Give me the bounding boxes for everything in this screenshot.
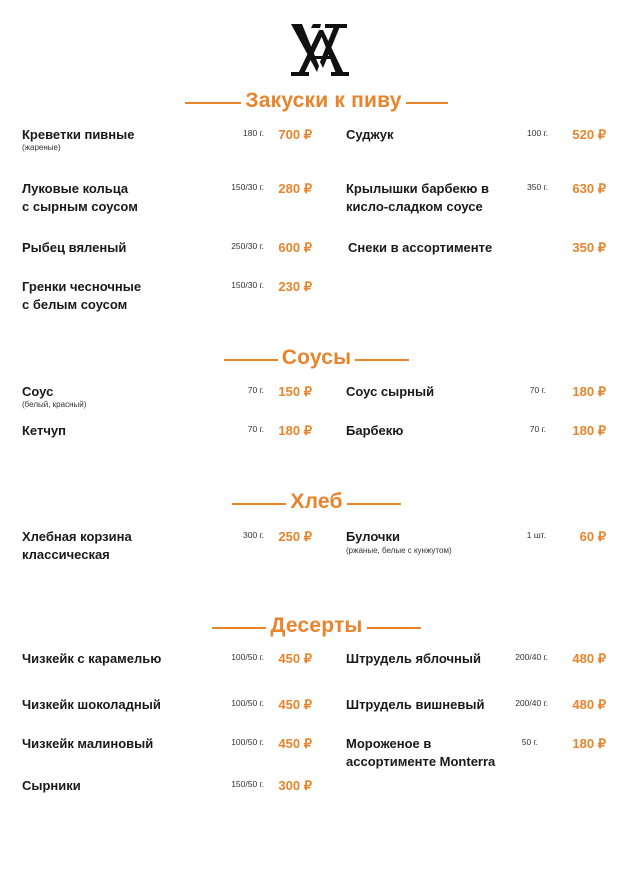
item-name: Рыбец вяленый bbox=[22, 240, 127, 255]
item-weight: 300 г. bbox=[243, 530, 264, 540]
menu-item bbox=[346, 650, 606, 690]
item-name: Соус сырный bbox=[346, 384, 435, 399]
title-rule-left bbox=[185, 102, 241, 104]
menu-item bbox=[22, 650, 312, 690]
item-price: 180 ₽ bbox=[572, 384, 606, 399]
item-weight: 50 г. bbox=[521, 737, 538, 747]
item-price: 450 ₽ bbox=[278, 651, 312, 666]
item-price: 180 ₽ bbox=[572, 736, 606, 751]
item-weight: 70 г. bbox=[529, 385, 546, 395]
item-weight: 250/30 г. bbox=[231, 241, 264, 251]
item-weight: 200/40 г. bbox=[515, 698, 548, 708]
item-name: Чизкейк шоколадный bbox=[22, 697, 161, 712]
item-price: 300 ₽ bbox=[278, 778, 312, 793]
item-weight: 100 г. bbox=[527, 128, 548, 138]
section-title-text: Закуски к пиву bbox=[245, 89, 402, 112]
menu-item bbox=[346, 528, 606, 568]
menu-item bbox=[346, 696, 606, 736]
menu-item bbox=[22, 422, 312, 462]
item-weight: 350 г. bbox=[527, 182, 548, 192]
item-weight: 200/40 г. bbox=[515, 652, 548, 662]
item-name: Штрудель яблочный bbox=[346, 651, 481, 666]
item-price: 250 ₽ bbox=[278, 529, 312, 544]
item-name: Гренки чесночные с белым соусом bbox=[22, 279, 142, 312]
menu-item bbox=[22, 696, 312, 736]
item-weight: 70 г. bbox=[247, 424, 264, 434]
section-title-bread bbox=[0, 490, 633, 514]
item-name: Суджук bbox=[346, 127, 394, 142]
item-name: Барбекю bbox=[346, 423, 404, 438]
item-note: (белый, красный) bbox=[22, 400, 87, 409]
item-name: Мороженое в ассортименте Monterra bbox=[346, 736, 496, 769]
item-weight: 1 шт. bbox=[526, 530, 546, 540]
item-name: Кетчуп bbox=[22, 423, 66, 438]
section-title-text: Соусы bbox=[281, 346, 352, 369]
menu-item bbox=[22, 126, 312, 166]
restaurant-logo-icon bbox=[289, 20, 349, 80]
menu-item bbox=[346, 383, 606, 423]
menu-item bbox=[346, 422, 606, 462]
item-weight: 150/30 г. bbox=[231, 182, 264, 192]
item-price: 280 ₽ bbox=[278, 181, 312, 196]
menu-item bbox=[22, 278, 312, 318]
item-price: 60 ₽ bbox=[579, 529, 606, 544]
item-weight: 150/50 г. bbox=[231, 779, 264, 789]
item-price: 230 ₽ bbox=[278, 279, 312, 294]
menu-item bbox=[22, 383, 312, 423]
title-rule-left bbox=[212, 627, 266, 629]
title-rule-right bbox=[347, 503, 401, 505]
item-weight: 150/30 г. bbox=[231, 280, 264, 290]
title-rule-right bbox=[367, 627, 421, 629]
menu-item bbox=[346, 180, 606, 220]
title-rule-right bbox=[406, 102, 448, 104]
item-price: 150 ₽ bbox=[278, 384, 312, 399]
item-price: 520 ₽ bbox=[572, 127, 606, 142]
menu-item bbox=[22, 180, 312, 220]
title-rule-right bbox=[355, 359, 409, 361]
item-price: 700 ₽ bbox=[278, 127, 312, 142]
item-weight: 180 г. bbox=[243, 128, 264, 138]
item-price: 180 ₽ bbox=[278, 423, 312, 438]
item-name: Булочки bbox=[346, 529, 400, 544]
item-name: Хлебная корзина классическая bbox=[22, 529, 132, 562]
menu-item bbox=[346, 735, 606, 775]
item-price: 630 ₽ bbox=[572, 181, 606, 196]
section-title-snacks bbox=[0, 89, 633, 113]
item-price: 450 ₽ bbox=[278, 697, 312, 712]
item-price: 600 ₽ bbox=[278, 240, 312, 255]
item-name: Штрудель вишневый bbox=[346, 697, 485, 712]
item-weight: 100/50 г. bbox=[231, 652, 264, 662]
section-title-sauces bbox=[0, 346, 633, 370]
item-name: Креветки пивные bbox=[22, 127, 135, 142]
item-name: Луковые кольца с сырным соусом bbox=[22, 181, 138, 214]
item-price: 450 ₽ bbox=[278, 736, 312, 751]
item-note: (жареные) bbox=[22, 143, 61, 152]
item-weight: 100/50 г. bbox=[231, 698, 264, 708]
item-price: 480 ₽ bbox=[572, 651, 606, 666]
item-name: Соус bbox=[22, 384, 54, 399]
menu-item bbox=[22, 777, 312, 817]
item-weight: 100/50 г. bbox=[231, 737, 264, 747]
item-weight: 70 г. bbox=[247, 385, 264, 395]
item-name: Снеки в ассортименте bbox=[348, 240, 493, 255]
item-name: Сырники bbox=[22, 778, 81, 793]
menu-item bbox=[346, 126, 606, 166]
menu-item bbox=[348, 239, 606, 279]
section-title-desserts bbox=[0, 614, 633, 638]
item-note: (ржаные, белые с кунжутом) bbox=[346, 546, 452, 555]
item-price: 480 ₽ bbox=[572, 697, 606, 712]
title-rule-left bbox=[224, 359, 278, 361]
title-rule-left bbox=[232, 503, 286, 505]
item-price: 180 ₽ bbox=[572, 423, 606, 438]
section-title-text: Хлеб bbox=[290, 490, 343, 513]
section-title-text: Десерты bbox=[270, 614, 363, 637]
item-weight: 70 г. bbox=[529, 424, 546, 434]
menu-item bbox=[22, 239, 312, 279]
item-name: Крылышки барбекю в кисло-сладком соусе bbox=[346, 181, 489, 214]
item-name: Чизкейк с карамелью bbox=[22, 651, 162, 666]
item-price: 350 ₽ bbox=[572, 240, 606, 255]
menu-item bbox=[22, 528, 312, 568]
menu-item bbox=[22, 735, 312, 775]
item-name: Чизкейк малиновый bbox=[22, 736, 154, 751]
